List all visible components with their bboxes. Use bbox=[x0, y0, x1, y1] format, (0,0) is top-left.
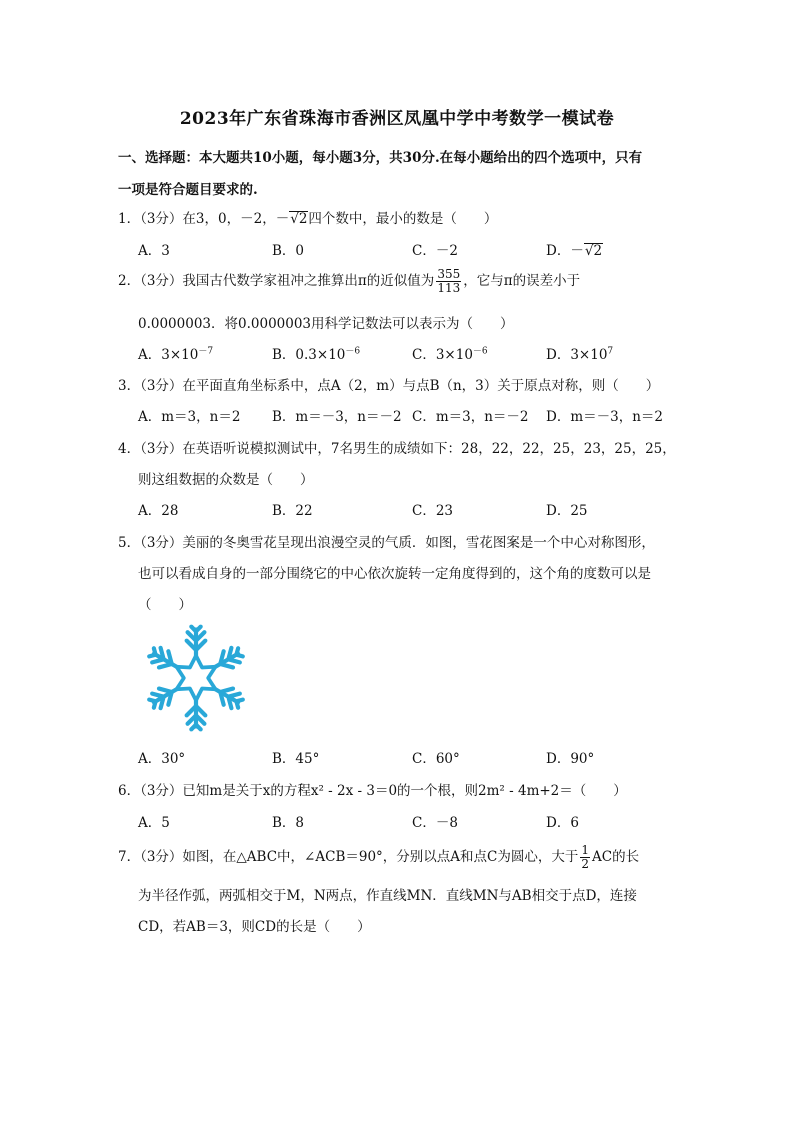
question-7-line3: CD，若AB＝3，则CD的长是（ ） bbox=[138, 919, 371, 935]
q2-option-c[interactable]: C．$3\times 10^{-6}$ bbox=[412, 346, 488, 363]
question-5-line2: 也可以看成自身的一部分围绕它的中心依次旋转一定角度得到的，这个角的度数可以是 bbox=[138, 566, 651, 582]
q1-option-d[interactable]: D．－√2 bbox=[546, 243, 603, 259]
question-3: 3．（3分）在平面直角坐标系中，点A（2，m）与点B（n，3）关于原点对称，则（ ） bbox=[118, 378, 660, 394]
question-7-line2: 为半径作弧，两弧相交于M，N两点，作直线MN．直线MN与AB相交于点D，连接 bbox=[138, 888, 637, 904]
question-5-line3: （ ） bbox=[138, 597, 192, 613]
snowflake-figure bbox=[140, 622, 252, 734]
q2-option-a[interactable]: A．$3\times 10^{-7}$ bbox=[138, 346, 214, 363]
q6-option-b[interactable]: B．8 bbox=[272, 815, 305, 831]
q7-fraction: $\frac{1}{2}$ bbox=[581, 843, 590, 871]
q1-text-pre: 1．（3分）在3，0，－2，－ bbox=[118, 211, 290, 227]
question-2 bbox=[118, 268, 678, 295]
question-7 bbox=[118, 844, 678, 871]
q6-option-a[interactable]: A．5 bbox=[138, 815, 170, 831]
q7-text-post: AC的长 bbox=[592, 849, 640, 865]
q1-option-c[interactable]: C．－2 bbox=[412, 243, 458, 259]
q5-options bbox=[138, 747, 698, 767]
q6-options bbox=[138, 811, 698, 831]
q5-option-b[interactable]: B．45° bbox=[272, 751, 320, 767]
q3-option-c[interactable]: C．m＝3，n＝－2 bbox=[412, 409, 529, 425]
q6-option-d[interactable]: D．6 bbox=[546, 815, 579, 831]
q2-option-b[interactable]: B．$0.3\times 10^{-6}$ bbox=[272, 346, 361, 363]
question-4-line1: 4．（3分）在英语听说模拟测试中，7名男生的成绩如下：28，22，22，25，23，25，25， bbox=[118, 441, 676, 457]
question-1 bbox=[118, 207, 678, 227]
q3-option-b[interactable]: B．m＝－3，n＝－2 bbox=[272, 409, 402, 425]
q2-options bbox=[138, 343, 698, 363]
section-header-line2: 一项是符合题目要求的. bbox=[118, 182, 258, 198]
section-header-line1: 一、选择题：本大题共10小题，每小题3分，共30分.在每小题给出的四个选项中，只有 bbox=[118, 150, 643, 166]
q2-text-post: ，它与π的误差小于 bbox=[463, 273, 581, 289]
q1-option-b[interactable]: B．0 bbox=[272, 243, 305, 259]
q5-option-c[interactable]: C．60° bbox=[412, 751, 460, 767]
q5-option-d[interactable]: D．90° bbox=[546, 751, 595, 767]
q1-text-post: 四个数中，最小的数是（ ） bbox=[308, 211, 498, 227]
q3-options bbox=[138, 405, 698, 425]
q5-option-a[interactable]: A．30° bbox=[138, 751, 186, 767]
q3-option-d[interactable]: D．m＝－3，n＝2 bbox=[546, 409, 663, 425]
question-4-line2: 则这组数据的众数是（ ） bbox=[138, 472, 314, 488]
question-5-line1: 5．（3分）美丽的冬奥雪花呈现出浪漫空灵的气质．如图，雪花图案是一个中心对称图形， bbox=[118, 535, 655, 551]
q2-fraction: $\frac{355}{113}$ bbox=[437, 267, 461, 295]
q6-option-c[interactable]: C．－8 bbox=[412, 815, 458, 831]
q2-option-d[interactable]: D．$3\times 10^7$ bbox=[546, 346, 614, 363]
q3-option-a[interactable]: A．m＝3，n＝2 bbox=[138, 409, 241, 425]
q2-text-pre: 2．（3分）我国古代数学家祖冲之推算出π的近似值为 bbox=[118, 273, 435, 289]
q4-option-a[interactable]: A．28 bbox=[138, 503, 179, 519]
q1-option-a[interactable]: A．3 bbox=[138, 243, 170, 259]
q4-option-d[interactable]: D．25 bbox=[546, 503, 588, 519]
q4-options bbox=[138, 499, 698, 519]
q1-options bbox=[138, 239, 698, 259]
question-2-line2: 0.0000003．将0.0000003用科学记数法可以表示为（ ） bbox=[138, 316, 514, 332]
q1-sqrt: √2 bbox=[290, 211, 308, 227]
page-title: 2023年广东省珠海市香洲区凤凰中学中考数学一模试卷 bbox=[179, 109, 615, 129]
q4-option-b[interactable]: B．22 bbox=[272, 503, 313, 519]
q7-text-pre: 7．（3分）如图，在△ABC中，∠ACB＝90°，分别以点A和点C为圆心，大于 bbox=[118, 849, 579, 865]
question-6: 6．（3分）已知m是关于x的方程x² - 2x - 3＝0的一个根，则2m² - 4m+2＝（ ） bbox=[118, 783, 627, 799]
q4-option-c[interactable]: C．23 bbox=[412, 503, 454, 519]
